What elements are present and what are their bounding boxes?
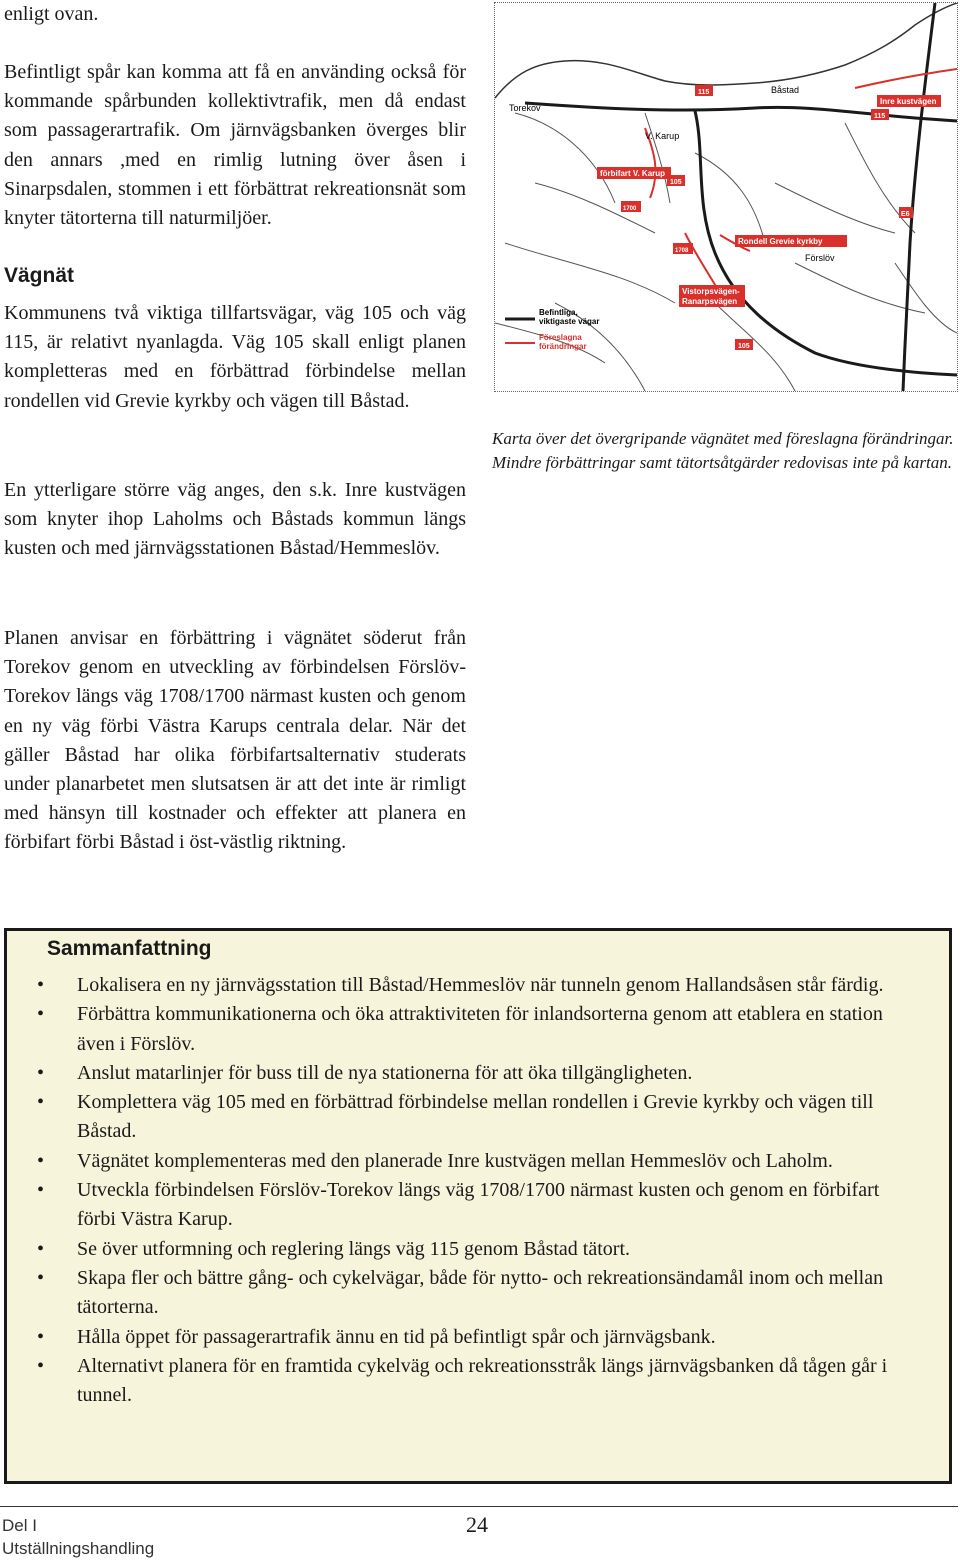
section-heading-vagnat: Vägnät [4, 264, 75, 287]
label-vistorpsvagen: Vistorpsvägen- [682, 287, 740, 296]
bullet-icon: • [37, 974, 45, 996]
coastline [495, 3, 957, 98]
summary-item: • Lokalisera en ny järnvägsstation till Båstad/Hemmeslöv när tunneln genom Hallandsåsen står färdig. [37, 971, 917, 1000]
legend-existing-label-1: Befintliga, [539, 308, 578, 317]
summary-title: Sammanfattning [47, 937, 212, 960]
paragraph-intro-end: enligt ovan. [4, 3, 99, 25]
legend-proposed-label-2: förändringar [539, 342, 587, 351]
place-bastad: Båstad [771, 85, 800, 95]
footer-doc-type: Utställningshandling [2, 1539, 155, 1558]
summary-list [37, 971, 917, 1410]
place-torekov: Torekov [509, 103, 541, 113]
summary-item: • Skapa fler och bättre gång- och cykelvägar, både för nytto- och rekreationsändamål inom och mellan tätorterna. [37, 1264, 917, 1323]
footer-divider [0, 1506, 958, 1507]
bullet-icon: • [37, 1266, 45, 1289]
bullet-icon: • [37, 1091, 45, 1114]
bullet-icon: • [37, 1179, 45, 1202]
bullet-icon: • [37, 1003, 45, 1026]
summary-item: • Vägnätet komplementeras med den planerade Inre kustvägen mellan Hemmeslöv och Laholm. [37, 1147, 917, 1176]
road-label-115-east: 115 [874, 113, 886, 120]
map-caption: Karta över det övergripande vägnätet med föreslagna förändringar. Mindre förbättringar samt tätortsåtgärder redovisas inte på kartan. [492, 429, 954, 472]
footer-part: Del I [2, 1516, 37, 1535]
bullet-icon: • [37, 1237, 45, 1260]
summary-item: • Utveckla förbindelsen Förslöv-Torekov längs väg 1708/1700 närmast kusten och genom en förbifart förbi Västra Karup. [37, 1176, 917, 1235]
bullet-icon: • [37, 1061, 45, 1084]
road-label-1700: 1700 [623, 206, 637, 212]
paragraph-railway: Befintligt spår kan komma att få en använding också för kommande spårbunden kollektivtrafik, men då endast som passagerartrafik. Om järnvägsbanken överges blir den annars ,med en rimlig lutning över åsen i Sinarpsdalen, stommen i ett förbättrat rekreationsnät som knyter tätorterna till naturmiljöer. [4, 61, 466, 230]
summary-item: • Hålla öppet för passagerartrafik ännu en tid på befintligt spår och järnvägsbank. [37, 1323, 917, 1352]
paragraph-roads: Kommunens två viktiga tillfartsvägar, väg 105 och väg 115, är relativt nyanlagda. Väg 105 skall enligt planen kompletteras med en förbättrad förbindelse mellan rondellen vid Grevie kyrkby och vägen till Båstad. [4, 302, 466, 412]
legend-proposed-label-1: Föreslagna [539, 333, 582, 342]
footer-document-info [2, 1514, 154, 1560]
road-label-115-west: 115 [698, 89, 710, 96]
label-forbifart-v-karup: förbifart V. Karup [600, 169, 666, 178]
label-inre-kustvagen: Inre kustvägen [880, 97, 937, 106]
label-rondell-grevie: Rondell Grevie kyrkby [738, 237, 823, 246]
summary-item: • Se över utformning och reglering längs väg 115 genom Båstad tätort. [37, 1235, 917, 1264]
legend-existing-label-2: viktigaste vägar [539, 317, 600, 326]
road-label-105-south: 105 [738, 343, 750, 350]
bullet-icon: • [37, 1325, 45, 1348]
summary-box [4, 928, 952, 1484]
place-forslov: Förslöv [805, 253, 835, 263]
summary-item: • Komplettera väg 105 med en förbättrad förbindelse mellan rondellen i Grevie kyrkby och vägen till Båstad. [37, 1088, 917, 1147]
bullet-icon: • [37, 1354, 45, 1377]
map-svg [495, 3, 957, 391]
road-label-1708: 1708 [675, 248, 689, 254]
summary-item: • Anslut matarlinjer för buss till de nya stationerna för att öka tillgängligheten. [37, 1059, 917, 1088]
bullet-icon: • [37, 1149, 45, 1172]
place-v-karup: V. Karup [645, 131, 680, 141]
paragraph-inre-kustvagen: En ytterligare större väg anges, den s.k. Inre kustvägen som knyter ihop Laholms och Båstads kommun längs kusten och med järnvägsstationen Båstad/Hemmeslöv. [4, 479, 466, 560]
road-network-map [494, 2, 958, 392]
summary-item: • Alternativt planera för en framtida cykelväg och rekreationsstråk längs järnvägsbanken då tågen går i tunnel. [37, 1352, 917, 1411]
page-number: 24 [466, 1512, 488, 1537]
label-ranarpsvagen: Ranarpsvägen [682, 297, 738, 306]
road-label-e6: E6 [901, 211, 910, 218]
summary-item: • Förbättra kommunikationerna och öka attraktiviteten för inlandsorterna genom att etablera en station även i Förslöv. [37, 1000, 917, 1059]
paragraph-plan-south: Planen anvisar en förbättring i vägnätet söderut från Torekov genom en utveckling av förbindelsen Förslöv-Torekov längs väg 1708/1700 närmast kusten och genom en ny väg förbi Västra Karups centrala delar. När det gäller Båstad har olika förbifartsalternativ studerats under planarbetet men slutsatsen är att det inte är rimligt med hänsyn till kostnader och effekter att planera en förbifart förbi Båstad i öst-västlig riktning. [4, 627, 466, 854]
road-label-105-north: 105 [670, 179, 682, 186]
